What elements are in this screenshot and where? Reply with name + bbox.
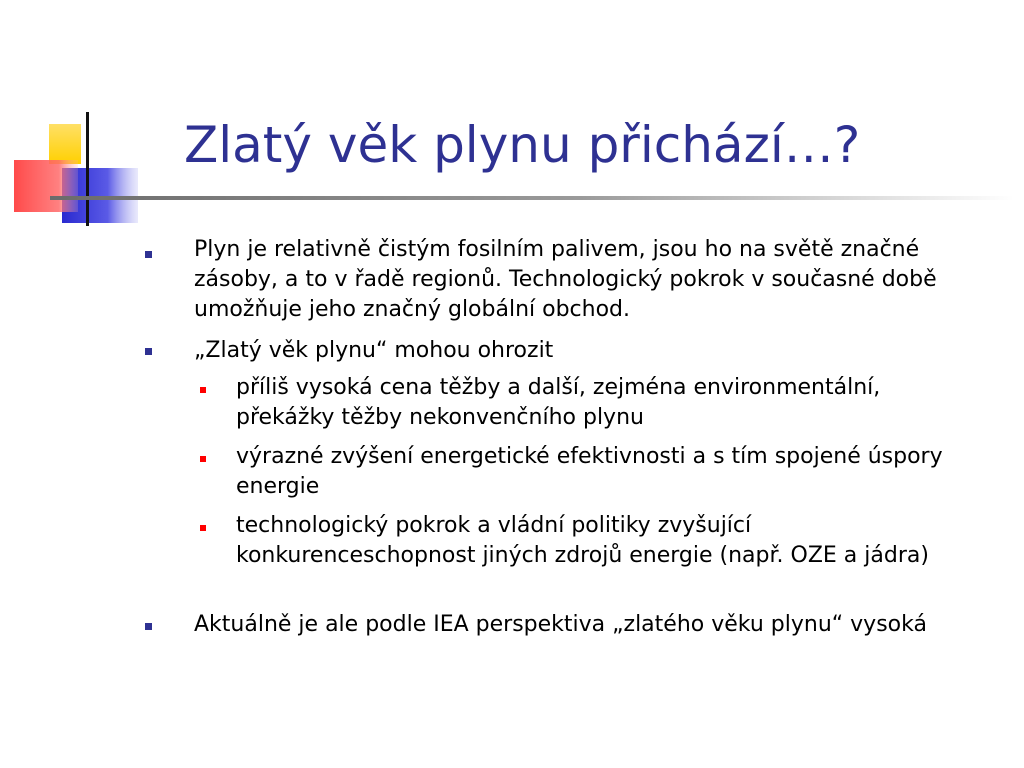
logo-yellow-square <box>49 124 81 164</box>
sub-bullet-square-icon <box>200 456 206 462</box>
sub-bullet-item: výrazné zvýšení energetické efektivnosti a s tím spojené úspory energie <box>236 444 943 499</box>
bullet-square-icon <box>145 623 152 630</box>
logo-red-square <box>14 160 78 212</box>
bullet-item: „Zlatý věk plynu“ mohou ohrozit <box>194 338 554 363</box>
decorative-squares-logo <box>0 0 200 240</box>
sub-bullet-square-icon <box>200 525 206 531</box>
bullet-square-icon <box>145 251 152 258</box>
logo-vertical-line <box>86 112 89 226</box>
slide-title: Zlatý věk plynu přichází…? <box>184 116 861 174</box>
bullet-item: Aktuálně je ale podle IEA perspektiva „zlatého věku plynu“ vysoká <box>194 612 927 637</box>
sub-bullet-square-icon <box>200 387 206 393</box>
bullet-item: Plyn je relativně čistým fosilním palivem, jsou ho na světě značné zásoby, a to v řadě regionů. Technologický pokrok v současné době umožňuje jeho značný globální obchod. <box>194 237 937 322</box>
bullet-square-icon <box>145 348 152 355</box>
title-underline-rule <box>50 196 1014 200</box>
sub-bullet-item: příliš vysoká cena těžby a další, zejména environmentální, překážky těžby nekonvenčního plynu <box>236 375 881 430</box>
sub-bullet-item: technologický pokrok a vládní politiky zvyšující konkurenceschopnost jiných zdrojů energie (např. OZE a jádra) <box>236 513 929 568</box>
